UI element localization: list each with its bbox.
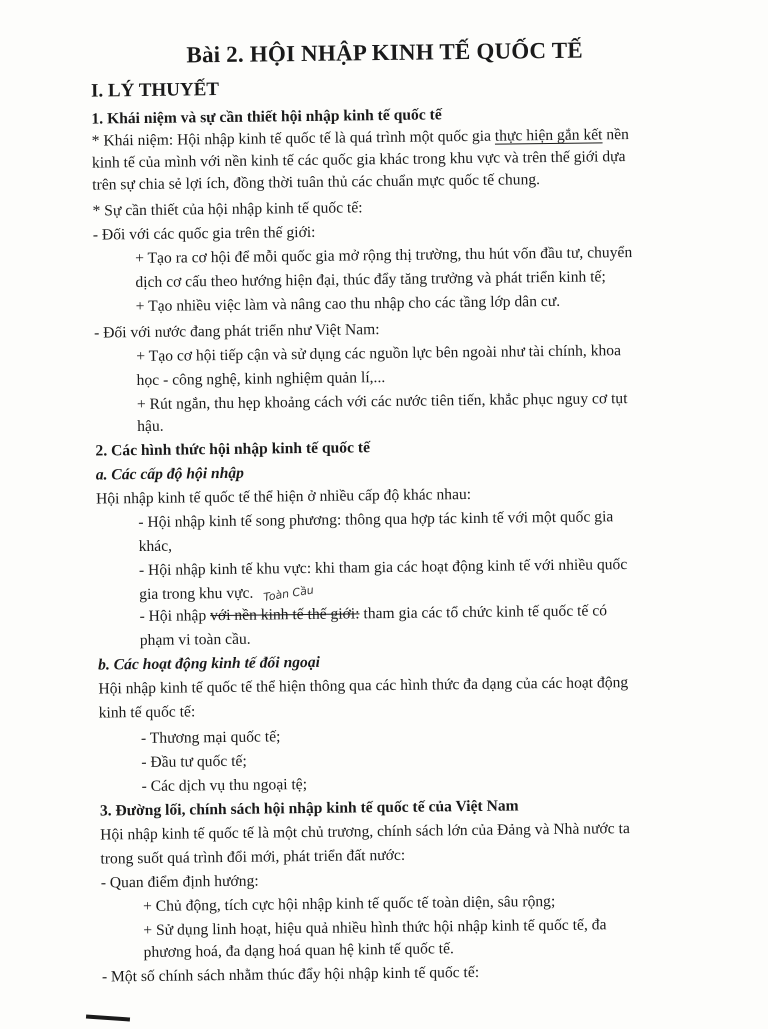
world-intro: - Đối với các quốc gia trên thế giới: xyxy=(92,223,316,244)
activities-intro-line-2: kinh tế quốc tế: xyxy=(98,703,196,722)
viewpoint-bullet-2-line-1: + Sử dụng linh hoạt, hiệu quả nhiều hình thức hội nhập kinh tế quốc tế, đa xyxy=(143,916,607,940)
level-global-prefix: - Hội nhập xyxy=(139,607,211,626)
concept-text-prefix: * Khái niệm: Hội nhập kinh tế quốc tế là quá trình một quốc gia xyxy=(91,127,495,150)
level-bilateral-line-2: khác, xyxy=(138,537,173,556)
policies-heading: - Một số chính sách nhằm thúc đẩy hội nhập kinh tế quốc tế: xyxy=(101,963,480,986)
world-bullet-1-line-2: dịch cơ cấu theo hướng hiện đại, thúc đẩy tăng trưởng và phát triển kinh tế; xyxy=(135,268,606,292)
activity-investment: - Đầu tư quốc tế; xyxy=(141,752,247,772)
vietnam-bullet-2-line-2: hậu. xyxy=(137,417,164,436)
concept-underlined-phrase: thực hiện gắn kết xyxy=(494,126,603,145)
vietnam-bullet-2-line-1: + Rút ngắn, thu hẹp khoảng cách với các nước tiên tiến, khắc phục nguy cơ tụt xyxy=(136,390,628,414)
activities-intro-line-1: Hội nhập kinh tế quốc tế thể hiện thông qua các hình thức đa dạng của các hoạt động xyxy=(98,674,629,698)
level-bilateral-line-1: - Hội nhập kinh tế song phương: thông qua hợp tác kinh tế với một quốc gia xyxy=(138,508,614,532)
concept-paragraph-line-2: kinh tế của mình với nền kinh tế các quốc gia khác trong khu vực và trên thế giới dựa xyxy=(91,148,626,172)
necessity-heading: * Sự cần thiết của hội nhập kinh tế quốc tế: xyxy=(92,199,363,220)
heading-vietnam-policy: 3. Đường lối, chính sách hội nhập kinh tế quốc tế của Việt Nam xyxy=(99,797,519,820)
world-bullet-2: + Tạo nhiều việc làm và nâng cao thu nhập cho các tầng lớp dân cư. xyxy=(135,292,561,316)
heading-concept-necessity: 1. Khái niệm và sự cần thiết hội nhập kinh tế quốc tế xyxy=(91,106,442,128)
level-regional-line-2: gia trong khu vực. xyxy=(139,584,254,604)
viewpoint-bullet-2-line-2: phương hoá, đa dạng hoá quan hệ kinh tế quốc tế. xyxy=(143,940,455,962)
policy-intro-line-2: trong suốt quá trình đổi mới, phát triển đất nước: xyxy=(100,846,406,868)
level-global-line-2: phạm vi toàn cầu. xyxy=(139,630,251,650)
subheading-foreign-activities: b. Các hoạt động kinh tế đối ngoại xyxy=(97,653,321,674)
viewpoint-heading: - Quan điểm định hướng: xyxy=(100,872,259,892)
handwritten-annotation: Toàn Cầu xyxy=(262,583,315,604)
activity-trade: - Thương mại quốc tế; xyxy=(140,728,281,748)
page-title: Bài 2. HỘI NHẬP KINH TẾ QUỐC TẾ xyxy=(186,37,583,68)
subheading-levels: a. Các cấp độ hội nhập xyxy=(95,464,245,484)
levels-intro: Hội nhập kinh tế quốc tế thể hiện ở nhiều cấp độ khác nhau: xyxy=(95,485,472,508)
concept-paragraph-line-3: trên sự chia sẻ lợi ích, đồng thời tuân thủ các chuẩn mực quốc tế chung. xyxy=(92,171,541,194)
policy-intro-line-1: Hội nhập kinh tế quốc tế là một chủ trương, chính sách lớn của Đảng và Nhà nước ta xyxy=(100,820,630,844)
level-regional-line-1: - Hội nhập kinh tế khu vực: khi tham gia các hoạt động kinh tế với nhiều quốc xyxy=(138,556,628,580)
vietnam-bullet-1-line-2: học - công nghệ, kinh nghiệm quản lí,... xyxy=(136,369,386,390)
struck-through-text: với nền kinh tế thế giới: xyxy=(209,605,360,625)
level-global-suffix: tham gia các tổ chức kinh tế quốc tế có xyxy=(359,602,608,623)
viewpoint-bullet-1: + Chủ động, tích cực hội nhập kinh tế quốc tế toàn diện, sâu rộng; xyxy=(142,892,556,916)
concept-text-suffix: nền xyxy=(602,126,629,144)
section-heading-theory: I. LÝ THUYẾT xyxy=(90,79,220,102)
heading-integration-forms: 2. Các hình thức hội nhập kinh tế quốc tế xyxy=(95,439,371,460)
vietnam-intro: - Đối với nước đang phát triển như Việt Nam: xyxy=(93,321,380,342)
level-global-line-1 xyxy=(139,601,607,627)
activity-services: - Các dịch vụ thu ngoại tệ; xyxy=(141,775,308,796)
vietnam-bullet-1-line-1: + Tạo cơ hội tiếp cận và sử dụng các nguồn lực bên ngoài như tài chính, khoa xyxy=(136,342,622,366)
world-bullet-1-line-1: + Tạo ra cơ hội để mỗi quốc gia mở rộng thị trường, thu hút vốn đầu tư, chuyển xyxy=(135,243,633,268)
